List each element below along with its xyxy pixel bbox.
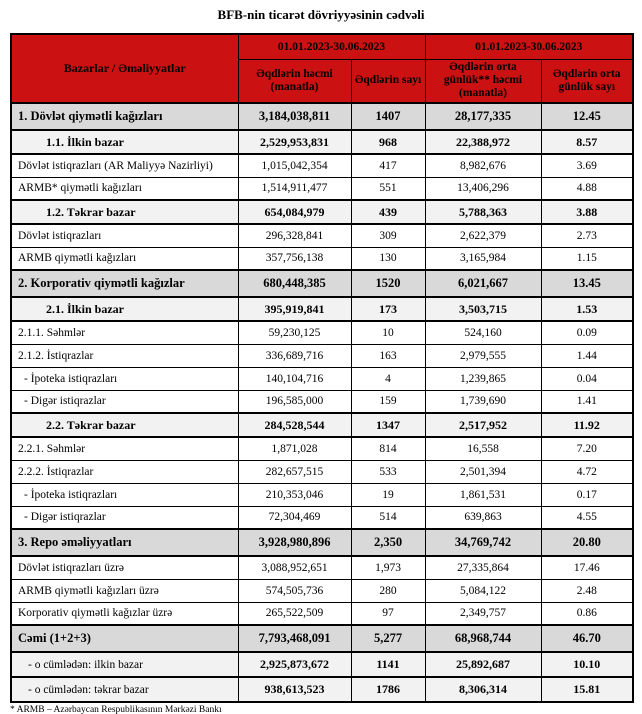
cell-deal-volume: 59,230,125 xyxy=(238,321,351,344)
column-header-period-1: 01.01.2023-30.06.2023 xyxy=(238,34,425,59)
cell-avg-daily-volume: 68,968,744 xyxy=(425,625,541,652)
cell-deal-count: 173 xyxy=(351,297,425,321)
cell-deal-volume: 574,505,736 xyxy=(238,579,351,602)
cell-avg-daily-volume: 524,160 xyxy=(425,321,541,344)
table-row xyxy=(11,103,633,130)
table-row xyxy=(11,602,633,625)
table-row xyxy=(11,130,633,154)
table-header xyxy=(11,34,633,103)
cell-avg-daily-count: 4.72 xyxy=(541,460,633,483)
cell-deal-volume: 196,585,000 xyxy=(238,390,351,413)
table-row xyxy=(11,579,633,602)
row-label: 2.1.2. İstiqrazlar xyxy=(11,344,238,367)
cell-avg-daily-count: 3.88 xyxy=(541,200,633,224)
cell-deal-count: 5,277 xyxy=(351,625,425,652)
cell-deal-volume: 3,088,952,651 xyxy=(238,556,351,579)
cell-avg-daily-count: 4.88 xyxy=(541,177,633,200)
table-row xyxy=(11,367,633,390)
cell-avg-daily-count: 12.45 xyxy=(541,103,633,130)
cell-deal-volume: 1,514,911,477 xyxy=(238,177,351,200)
cell-avg-daily-count: 2.73 xyxy=(541,224,633,247)
cell-deal-count: 19 xyxy=(351,483,425,506)
table-row xyxy=(11,177,633,200)
row-label: Dövlət istiqrazları (AR Maliyyə Nazirliyi) xyxy=(11,154,238,177)
cell-avg-daily-count: 1.41 xyxy=(541,390,633,413)
cell-deal-count: 1347 xyxy=(351,413,425,437)
cell-avg-daily-count: 8.57 xyxy=(541,130,633,154)
trade-turnover-table xyxy=(10,33,634,703)
row-label: - Digər istiqrazlar xyxy=(11,390,238,413)
table-row xyxy=(11,556,633,579)
cell-deal-volume: 265,522,509 xyxy=(238,602,351,625)
cell-avg-daily-volume: 2,979,555 xyxy=(425,344,541,367)
cell-avg-daily-count: 20.80 xyxy=(541,529,633,556)
cell-deal-volume: 296,328,841 xyxy=(238,224,351,247)
cell-deal-count: 1,973 xyxy=(351,556,425,579)
row-label: 3. Repo əməliyyatları xyxy=(11,529,238,556)
cell-deal-count: 159 xyxy=(351,390,425,413)
cell-avg-daily-volume: 28,177,335 xyxy=(425,103,541,130)
cell-avg-daily-volume: 34,769,742 xyxy=(425,529,541,556)
row-label: 2.1.1. Səhmlər xyxy=(11,321,238,344)
cell-avg-daily-volume: 22,388,972 xyxy=(425,130,541,154)
table-row xyxy=(11,625,633,652)
table-row xyxy=(11,297,633,321)
cell-deal-volume: 7,793,468,091 xyxy=(238,625,351,652)
row-label: 2. Korporativ qiymətli kağızlar xyxy=(11,270,238,297)
cell-avg-daily-count: 15.81 xyxy=(541,677,633,702)
cell-avg-daily-count: 2.48 xyxy=(541,579,633,602)
cell-deal-count: 280 xyxy=(351,579,425,602)
cell-avg-daily-count: 17.46 xyxy=(541,556,633,579)
cell-deal-count: 4 xyxy=(351,367,425,390)
cell-deal-count: 130 xyxy=(351,247,425,270)
cell-deal-volume: 3,928,980,896 xyxy=(238,529,351,556)
cell-deal-volume: 140,104,716 xyxy=(238,367,351,390)
row-label: - o cümlədən: təkrar bazar xyxy=(11,677,238,702)
row-label: ARMB qiymətli kağızları üzrə xyxy=(11,579,238,602)
cell-avg-daily-volume: 13,406,296 xyxy=(425,177,541,200)
row-label: - İpoteka istiqrazları xyxy=(11,367,238,390)
cell-deal-volume: 282,657,515 xyxy=(238,460,351,483)
row-label: - İpoteka istiqrazları xyxy=(11,483,238,506)
cell-avg-daily-count: 0.09 xyxy=(541,321,633,344)
cell-avg-daily-volume: 2,349,757 xyxy=(425,602,541,625)
row-label: 1.2. Təkrar bazar xyxy=(11,200,238,224)
cell-deal-volume: 654,084,979 xyxy=(238,200,351,224)
table-row xyxy=(11,224,633,247)
cell-avg-daily-volume: 8,306,314 xyxy=(425,677,541,702)
table-row xyxy=(11,321,633,344)
table-body xyxy=(11,103,633,702)
table-row xyxy=(11,506,633,529)
column-header-avg-daily-volume: Əqdlərin orta günlük** həcmi (manatla) xyxy=(425,59,541,103)
cell-deal-count: 814 xyxy=(351,437,425,460)
cell-deal-volume: 72,304,469 xyxy=(238,506,351,529)
table-row xyxy=(11,247,633,270)
cell-deal-count: 1141 xyxy=(351,652,425,677)
column-header-markets: Bazarlar / Əməliyyatlar xyxy=(11,34,238,103)
cell-avg-daily-volume: 1,861,531 xyxy=(425,483,541,506)
page-title: BFB-nin ticarət dövriyyəsinin cədvəli xyxy=(217,7,425,22)
cell-deal-count: 533 xyxy=(351,460,425,483)
table-row xyxy=(11,390,633,413)
cell-deal-count: 1407 xyxy=(351,103,425,130)
cell-avg-daily-volume: 5,788,363 xyxy=(425,200,541,224)
cell-deal-volume: 395,919,841 xyxy=(238,297,351,321)
cell-deal-volume: 938,613,523 xyxy=(238,677,351,702)
cell-avg-daily-count: 4.55 xyxy=(541,506,633,529)
row-label: 1. Dövlət qiymətli kağızları xyxy=(11,103,238,130)
row-label: 2.2.2. İstiqrazlar xyxy=(11,460,238,483)
column-header-avg-daily-count: Əqdlərin orta günlük sayı xyxy=(541,59,633,103)
cell-deal-count: 551 xyxy=(351,177,425,200)
column-header-period-2: 01.01.2023-30.06.2023 xyxy=(425,34,633,59)
cell-deal-count: 417 xyxy=(351,154,425,177)
cell-avg-daily-count: 11.92 xyxy=(541,413,633,437)
cell-avg-daily-volume: 8,982,676 xyxy=(425,154,541,177)
cell-avg-daily-count: 0.17 xyxy=(541,483,633,506)
row-label: Cəmi (1+2+3) xyxy=(11,625,238,652)
cell-avg-daily-volume: 3,165,984 xyxy=(425,247,541,270)
cell-avg-daily-volume: 6,021,667 xyxy=(425,270,541,297)
row-label: ARMB* qiymətli kağızları xyxy=(11,177,238,200)
cell-deal-volume: 336,689,716 xyxy=(238,344,351,367)
table-row xyxy=(11,652,633,677)
cell-deal-count: 1520 xyxy=(351,270,425,297)
cell-deal-count: 2,350 xyxy=(351,529,425,556)
cell-deal-volume: 357,756,138 xyxy=(238,247,351,270)
cell-avg-daily-count: 10.10 xyxy=(541,652,633,677)
cell-deal-volume: 284,528,544 xyxy=(238,413,351,437)
cell-deal-count: 163 xyxy=(351,344,425,367)
table-row xyxy=(11,529,633,556)
table-row xyxy=(11,270,633,297)
cell-avg-daily-volume: 25,892,687 xyxy=(425,652,541,677)
cell-deal-count: 10 xyxy=(351,321,425,344)
cell-avg-daily-count: 1.53 xyxy=(541,297,633,321)
row-label: Korporativ qiymətli kağızlar üzrə xyxy=(11,602,238,625)
table-row xyxy=(11,154,633,177)
cell-deal-volume: 1,015,042,354 xyxy=(238,154,351,177)
row-label: - Digər istiqrazlar xyxy=(11,506,238,529)
cell-deal-volume: 2,529,953,831 xyxy=(238,130,351,154)
cell-deal-count: 968 xyxy=(351,130,425,154)
cell-deal-count: 514 xyxy=(351,506,425,529)
table-row xyxy=(11,200,633,224)
cell-avg-daily-count: 0.86 xyxy=(541,602,633,625)
cell-avg-daily-volume: 3,503,715 xyxy=(425,297,541,321)
cell-avg-daily-count: 13.45 xyxy=(541,270,633,297)
cell-avg-daily-count: 7.20 xyxy=(541,437,633,460)
row-label: 2.1. İlkin bazar xyxy=(11,297,238,321)
table-row xyxy=(11,483,633,506)
cell-avg-daily-count: 0.04 xyxy=(541,367,633,390)
table-row xyxy=(11,677,633,702)
cell-deal-volume: 1,871,028 xyxy=(238,437,351,460)
cell-avg-daily-volume: 27,335,864 xyxy=(425,556,541,579)
table-row xyxy=(11,460,633,483)
cell-deal-count: 1786 xyxy=(351,677,425,702)
cell-deal-count: 309 xyxy=(351,224,425,247)
cell-deal-volume: 680,448,385 xyxy=(238,270,351,297)
column-header-deal-volume: Əqdlərin həcmi (manatla) xyxy=(238,59,351,103)
header-period-row xyxy=(11,34,633,59)
row-label: Dövlət istiqrazları üzrə xyxy=(11,556,238,579)
row-label: 2.2.1. Səhmlər xyxy=(11,437,238,460)
table-row xyxy=(11,437,633,460)
table-row xyxy=(11,344,633,367)
cell-avg-daily-volume: 1,739,690 xyxy=(425,390,541,413)
row-label: 2.2. Təkrar bazar xyxy=(11,413,238,437)
cell-deal-count: 439 xyxy=(351,200,425,224)
row-label: 1.1. İlkin bazar xyxy=(11,130,238,154)
cell-avg-daily-volume: 2,622,379 xyxy=(425,224,541,247)
cell-avg-daily-count: 3.69 xyxy=(541,154,633,177)
row-label: ARMB qiymətli kağızları xyxy=(11,247,238,270)
cell-avg-daily-volume: 16,558 xyxy=(425,437,541,460)
cell-avg-daily-count: 46.70 xyxy=(541,625,633,652)
cell-avg-daily-volume: 5,084,122 xyxy=(425,579,541,602)
footnote: * ARMB – Azərbaycan Respublikasının Mərkəzi Bankı xyxy=(10,705,222,714)
cell-avg-daily-count: 1.15 xyxy=(541,247,633,270)
table-row xyxy=(11,413,633,437)
cell-avg-daily-volume: 1,239,865 xyxy=(425,367,541,390)
cell-deal-count: 97 xyxy=(351,602,425,625)
cell-deal-volume: 210,353,046 xyxy=(238,483,351,506)
row-label: - o cümlədən: ilkin bazar xyxy=(11,652,238,677)
cell-deal-volume: 2,925,873,672 xyxy=(238,652,351,677)
cell-deal-volume: 3,184,038,811 xyxy=(238,103,351,130)
cell-avg-daily-volume: 2,517,952 xyxy=(425,413,541,437)
cell-avg-daily-volume: 639,863 xyxy=(425,506,541,529)
cell-avg-daily-count: 1.44 xyxy=(541,344,633,367)
row-label: Dövlət istiqrazları xyxy=(11,224,238,247)
column-header-deal-count: Əqdlərin sayı xyxy=(351,59,425,103)
cell-avg-daily-volume: 2,501,394 xyxy=(425,460,541,483)
